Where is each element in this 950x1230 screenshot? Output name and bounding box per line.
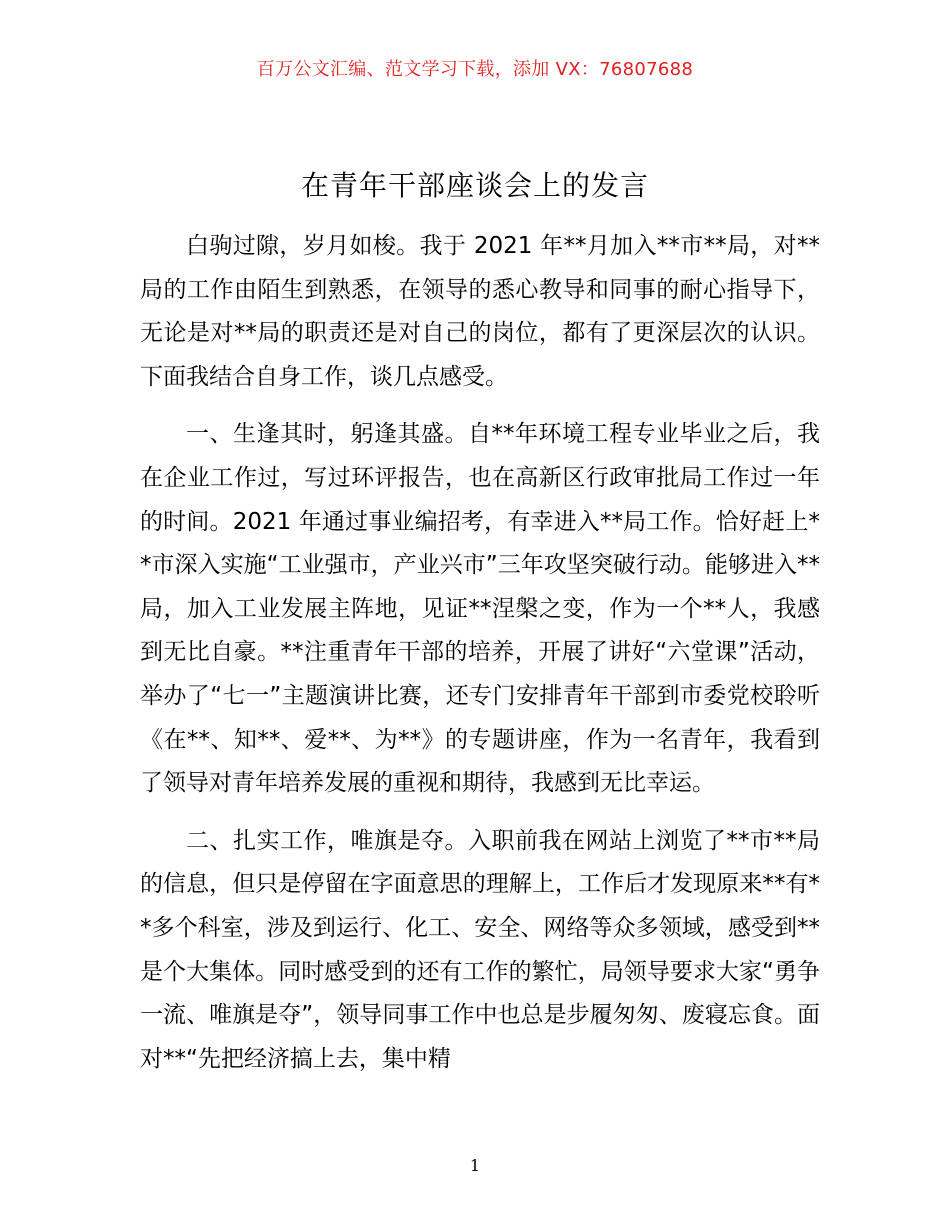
- document-title: 在青年干部座谈会上的发言: [300, 169, 649, 202]
- header-watermark: 百万公文汇编、范文学习下载，添加 VX：76807688: [256, 59, 694, 80]
- document-body: [140, 225, 820, 1081]
- paragraph-section-two: 二、扎实工作，唯旗是夺。入职前我在网站上浏览了**市**局的信息，但只是停留在字面意思的理解上，工作后才发现原来**有**多个科室，涉及到运行、化工、安全、网络等众多领域，感受到**是个大集体。同时感受到的还有工作的繁忙，局领导要求大家“勇争一流、唯旗是夺”，领导同事工作中也总是步履匆匆、废寝忘食。面对**“先把经济搞上去，集中精: [140, 827, 820, 1072]
- paragraph-intro: 白驹过隙，岁月如梭。我于 2021 年**月加入**市**局，对**局的工作由陌生到熟悉，在领导的悉心教导和同事的耐心指导下，无论是对**局的职责还是对自己的岗位，都有了更深层次的认识。下面我结合自身工作，谈几点感受。: [140, 233, 820, 390]
- paragraph-section-one: 一、生逢其时，躬逢其盛。自**年环境工程专业毕业之后，我在企业工作过，写过环评报告，也在高新区行政审批局工作过一年的时间。2021 年通过事业编招考，有幸进入**局工作。恰好赶上**市深入实施“工业强市，产业兴市”三年攻坚突破行动。能够进入**局，加入工业发展主阵地，见证**涅槃之变，作为一个**人，我感到无比自豪。**注重青年干部的培养，开展了讲好“六堂课”活动，举办了“七一”主题演讲比赛，还专门安排青年干部到市委党校聆听《在**、知**、爱**、为**》的专题讲座，作为一名青年，我看到了领导对青年培养发展的重视和期待，我感到无比幸运。: [140, 421, 820, 797]
- page-number: 1: [469, 1156, 481, 1175]
